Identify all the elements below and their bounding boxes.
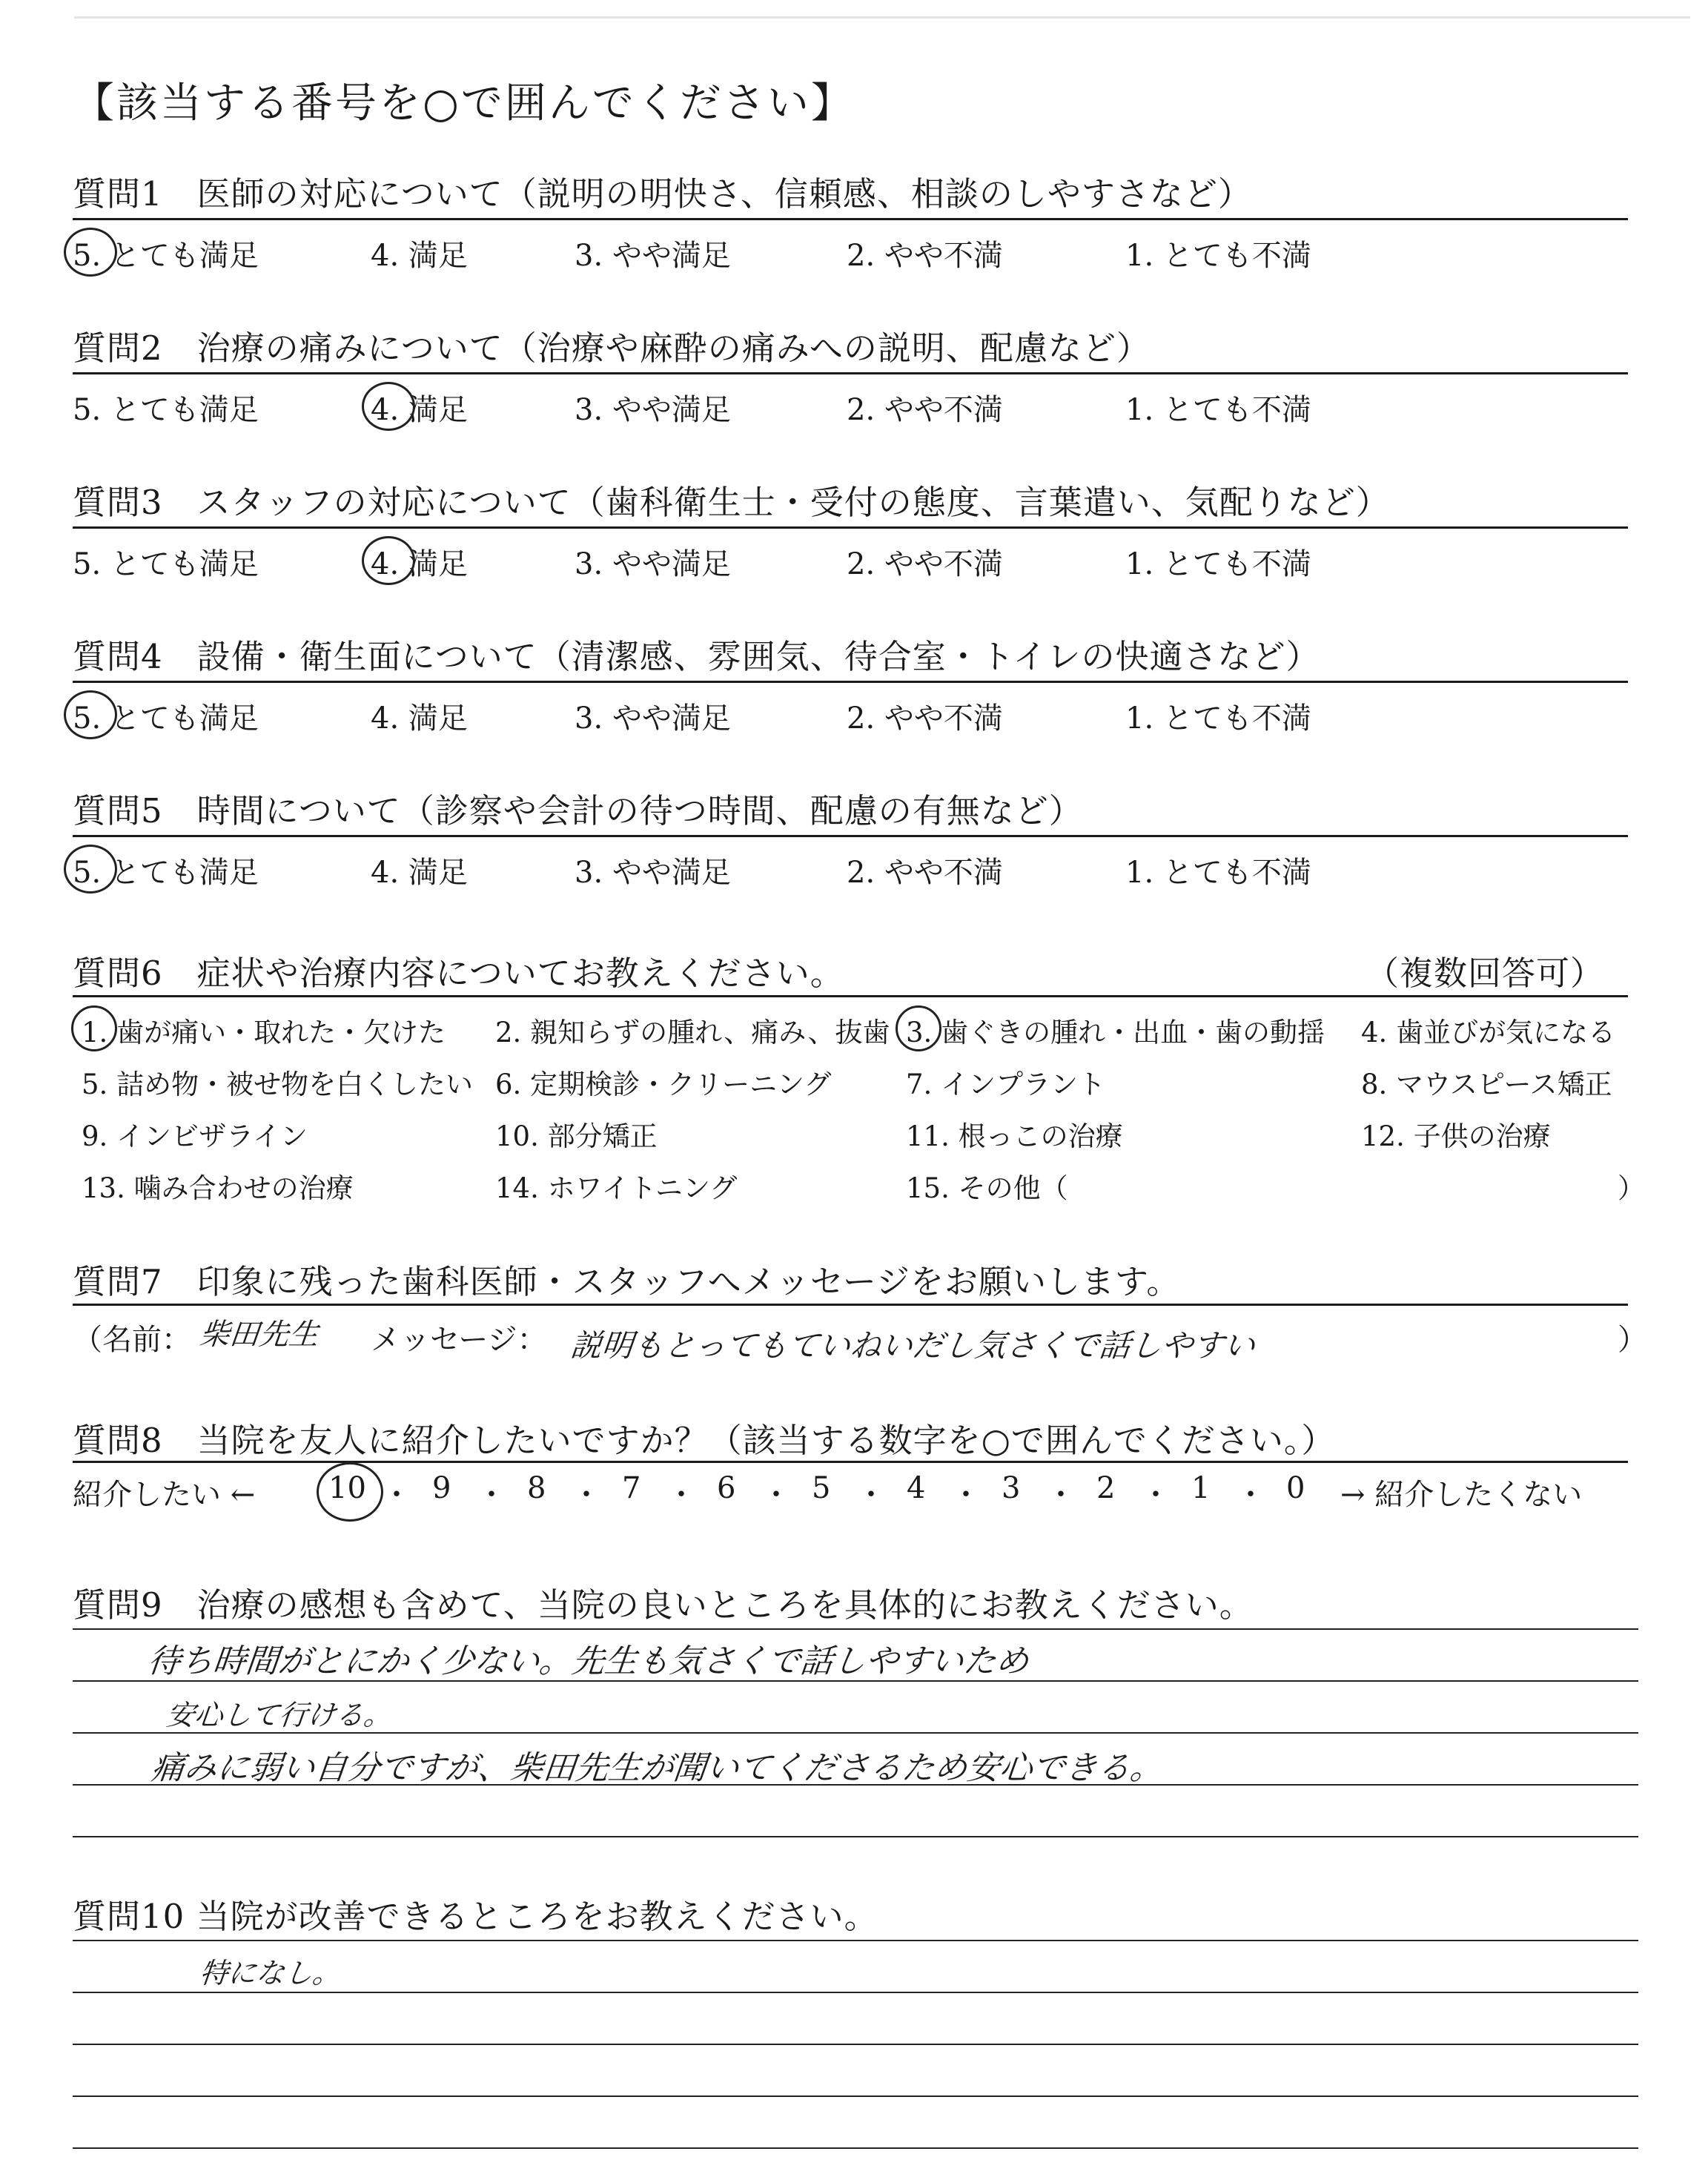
q7-message-label: メッセージ： — [371, 1323, 547, 1357]
q8-scale-2[interactable]: 2 — [1096, 1471, 1116, 1505]
q4-selection-circle — [64, 690, 117, 739]
q5-option-2[interactable]: 2. やや不満 — [847, 856, 1003, 890]
q8-scale-separator: ・ — [477, 1478, 506, 1512]
q3-rule — [73, 526, 1628, 529]
q6-option-13[interactable]: 13. 噛み合わせの治療 — [82, 1172, 354, 1204]
q4-option-3[interactable]: 3. やや満足 — [575, 701, 731, 736]
q1-title: 質問1 医師の対応について（説明の明快さ、信頼感、相談のしやすさなど） — [73, 174, 1252, 214]
q1-option-2[interactable]: 2. やや不満 — [847, 239, 1003, 273]
q8-left-label: 紹介したい ← — [73, 1478, 256, 1512]
q4-rule — [73, 681, 1628, 683]
q6-option-2[interactable]: 2. 親知らずの腫れ、痛み、抜歯 — [495, 1017, 890, 1048]
q6-option-10[interactable]: 10. 部分矯正 — [495, 1120, 658, 1152]
q8-scale-1[interactable]: 1 — [1191, 1471, 1211, 1505]
q8-scale-separator: ・ — [856, 1478, 886, 1512]
q8-scale-separator: ・ — [382, 1478, 411, 1512]
top-edge-line — [74, 16, 1690, 19]
q7-name-label: （名前： — [73, 1323, 191, 1357]
q3-option-4[interactable]: 4. 満足 — [371, 547, 468, 581]
q6-option-9[interactable]: 9. インビザライン — [82, 1120, 308, 1152]
q8-scale-separator: ・ — [1046, 1478, 1076, 1512]
q8-scale-10[interactable]: 10 — [328, 1471, 366, 1505]
q6-selection-circle — [71, 1005, 117, 1051]
q7-message-handwritten[interactable]: 説明もとってもていねいだし気さくで話しやすい — [569, 1327, 1257, 1364]
q6-rule — [73, 995, 1628, 997]
q2-option-2[interactable]: 2. やや不満 — [847, 393, 1003, 427]
q2-selection-circle — [362, 382, 415, 431]
q3-option-2[interactable]: 2. やや不満 — [847, 547, 1003, 581]
q6-other-close-paren: ） — [1618, 1172, 1645, 1204]
q6-option-5[interactable]: 5. 詰め物・被せ物を白くしたい — [82, 1069, 474, 1100]
q10-rule-1 — [73, 1940, 1638, 1941]
q7-name-handwritten[interactable]: 柴田先生 — [198, 1318, 321, 1352]
q8-scale-7[interactable]: 7 — [622, 1471, 641, 1505]
q1-option-5[interactable]: 5. とても満足 — [73, 239, 259, 273]
q6-option-7[interactable]: 7. インプラント — [906, 1069, 1106, 1100]
q1-option-4[interactable]: 4. 満足 — [371, 239, 468, 273]
q6-option-3[interactable]: 3. 歯ぐきの腫れ・出血・歯の動揺 — [906, 1017, 1325, 1048]
q2-option-4[interactable]: 4. 満足 — [371, 393, 468, 427]
q8-scale-separator: ・ — [572, 1478, 601, 1512]
q8-title: 質問8 当院を友人に紹介したいですか？（該当する数字を○で囲んでください。） — [73, 1421, 1336, 1460]
q4-title: 質問4 設備・衛生面について（清潔感、雰囲気、待合室・トイレの快適さなど） — [73, 637, 1320, 676]
q8-scale-separator: ・ — [951, 1478, 981, 1512]
q3-option-3[interactable]: 3. やや満足 — [575, 547, 731, 581]
q8-scale-separator: ・ — [1141, 1478, 1171, 1512]
q2-title: 質問2 治療の痛みについて（治療や麻酔の痛みへの説明、配慮など） — [73, 328, 1151, 368]
q10-rule-5 — [73, 2147, 1638, 2149]
q6-multi-note: （複数回答可） — [1366, 954, 1605, 993]
q8-scale-9[interactable]: 9 — [432, 1471, 451, 1505]
q1-option-1[interactable]: 1. とても不満 — [1125, 239, 1311, 273]
q3-selection-circle — [362, 536, 415, 585]
q3-title: 質問3 スタッフの対応について（歯科衛生士・受付の態度、言葉遣い、気配りなど） — [73, 483, 1390, 522]
q6-selection-circle — [896, 1005, 941, 1051]
q9-rule-5 — [73, 1836, 1638, 1837]
q10-answer-line-1[interactable]: 特になし。 — [198, 1957, 342, 1989]
q5-option-5[interactable]: 5. とても満足 — [73, 856, 259, 890]
q5-option-3[interactable]: 3. やや満足 — [575, 856, 731, 890]
q6-option-1[interactable]: 1. 歯が痛い・取れた・欠けた — [82, 1017, 446, 1048]
q8-scale-separator: ・ — [761, 1478, 791, 1512]
q1-rule — [73, 218, 1628, 220]
q5-title: 質問5 時間について（診察や会計の待つ時間、配慮の有無など） — [73, 791, 1083, 830]
q7-rule — [73, 1304, 1628, 1306]
q3-option-1[interactable]: 1. とても不満 — [1125, 547, 1311, 581]
q9-answer-line-2[interactable]: 安心して行ける。 — [165, 1699, 394, 1731]
q10-rule-4 — [73, 2095, 1638, 2097]
q10-rule-2 — [73, 1992, 1638, 1993]
q9-rule-1 — [73, 1628, 1638, 1630]
q6-option-12[interactable]: 12. 子供の治療 — [1361, 1120, 1551, 1152]
q8-scale-4[interactable]: 4 — [907, 1471, 926, 1505]
q2-option-5[interactable]: 5. とても満足 — [73, 393, 259, 427]
q1-selection-circle — [64, 228, 117, 277]
q8-rule — [73, 1461, 1628, 1463]
q9-title: 質問9 治療の感想も含めて、当院の良いところを具体的にお教えください。 — [73, 1585, 1254, 1625]
q2-option-1[interactable]: 1. とても不満 — [1125, 393, 1311, 427]
q6-option-6[interactable]: 6. 定期検診・クリーニング — [495, 1069, 832, 1100]
q10-title: 質問10 当院が改善できるところをお教えください。 — [73, 1897, 878, 1936]
q7-title: 質問7 印象に残った歯科医師・スタッフへメッセージをお願いします。 — [73, 1262, 1181, 1301]
q5-option-4[interactable]: 4. 満足 — [371, 856, 468, 890]
q8-right-label: → 紹介したくない — [1340, 1478, 1583, 1512]
q8-scale-6[interactable]: 6 — [717, 1471, 736, 1505]
q5-option-1[interactable]: 1. とても不満 — [1125, 856, 1311, 890]
q9-answer-line-3[interactable]: 痛みに弱い自分ですが、柴田先生が聞いてくださるため安心できる。 — [149, 1749, 1165, 1787]
q8-scale-3[interactable]: 3 — [1002, 1471, 1021, 1505]
q2-option-3[interactable]: 3. やや満足 — [575, 393, 731, 427]
q8-scale-0[interactable]: 0 — [1286, 1471, 1305, 1505]
q5-selection-circle — [64, 845, 117, 894]
q10-rule-3 — [73, 2044, 1638, 2045]
q4-option-1[interactable]: 1. とても不満 — [1125, 701, 1311, 736]
q8-selection-circle — [317, 1462, 383, 1522]
q4-option-5[interactable]: 5. とても満足 — [73, 701, 259, 736]
q6-title: 質問6 症状や治療内容についてお教えください。 — [73, 954, 844, 993]
q6-option-4[interactable]: 4. 歯並びが気になる — [1361, 1017, 1616, 1048]
q8-scale-8[interactable]: 8 — [527, 1471, 546, 1505]
q4-option-2[interactable]: 2. やや不満 — [847, 701, 1003, 736]
q2-rule — [73, 372, 1628, 374]
q8-scale-5[interactable]: 5 — [812, 1471, 831, 1505]
q1-option-3[interactable]: 3. やや満足 — [575, 239, 731, 273]
q9-answer-line-1[interactable]: 待ち時間がとにかく少ない。先生も気さくで話しやすいため — [145, 1642, 1031, 1680]
q3-option-5[interactable]: 5. とても満足 — [73, 547, 259, 581]
q8-scale-separator: ・ — [666, 1478, 696, 1512]
q6-option-15[interactable]: 15. その他（ — [906, 1172, 1068, 1204]
q6-option-14[interactable]: 14. ホワイトニング — [495, 1172, 738, 1204]
q6-option-8[interactable]: 8. マウスピース矯正 — [1361, 1069, 1612, 1100]
page-title: 【該当する番号を○で囲んでください】 — [73, 79, 855, 128]
q8-scale-separator: ・ — [1236, 1478, 1265, 1512]
q4-option-4[interactable]: 4. 満足 — [371, 701, 468, 736]
q6-option-11[interactable]: 11. 根っこの治療 — [906, 1120, 1123, 1152]
q5-rule — [73, 835, 1628, 837]
q7-close-paren: ） — [1618, 1323, 1647, 1357]
